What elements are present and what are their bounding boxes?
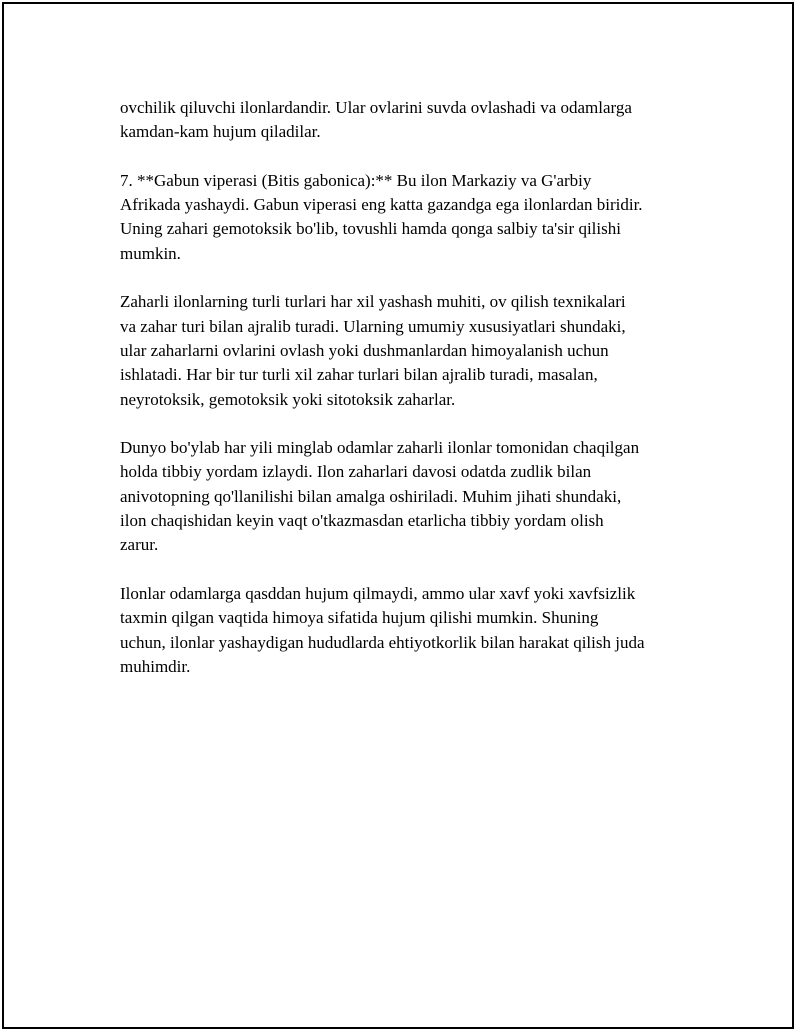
text-line: mumkin. bbox=[120, 243, 181, 263]
text-line: Uning zahari gemotoksik bo'lib, tovushli hamda qonga salbiy ta'sir qilishi bbox=[120, 219, 621, 239]
text-line: ishlatadi. Har bir tur turli xil zahar turlari bilan ajralib turadi, masalan, bbox=[120, 365, 598, 385]
paragraph-2 bbox=[120, 169, 710, 266]
text-line: va zahar turi bilan ajralib turadi. Ularning umumiy xususiyatlari shundaki, bbox=[120, 316, 626, 336]
text-line: Ilonlar odamlarga qasddan hujum qilmaydi, ammo ular xavf yoki xavfsizlik bbox=[120, 583, 636, 603]
paragraph-5 bbox=[120, 582, 710, 679]
text-line: ovchilik qiluvchi ilonlardandir. Ular ovlarini suvda ovlashadi va odamlarga bbox=[120, 98, 632, 117]
text-line: uchun, ilonlar yashaydigan hududlarda ehtiyotkorlik bilan harakat qilish juda bbox=[120, 632, 645, 652]
text-line: Zaharli ilonlarning turli turlari har xil yashash muhiti, ov qilish texnikalari bbox=[120, 292, 626, 312]
paragraph-3 bbox=[120, 290, 710, 411]
text-line: anivotopning qo'llanilishi bilan amalga oshiriladi. Muhim jihati shundaki, bbox=[120, 486, 622, 506]
text-line: neyrotoksik, gemotoksik yoki sitotoksik zaharlar. bbox=[120, 389, 456, 409]
text-line: ular zaharlarni ovlarini ovlash yoki dushmanlardan himoyalanish uchun bbox=[120, 340, 609, 360]
document-page bbox=[2, 2, 794, 1029]
paragraph-4 bbox=[120, 436, 710, 557]
text-line: taxmin qilgan vaqtida himoya sifatida hujum qilishi mumkin. Shuning bbox=[120, 608, 599, 628]
text-line: kamdan-kam hujum qiladilar. bbox=[120, 122, 321, 142]
text-line: ilon chaqishidan keyin vaqt o'tkazmasdan etarlicha tibbiy yordam olish bbox=[120, 511, 604, 531]
text-line: muhimdir. bbox=[120, 656, 191, 676]
text-line: holda tibbiy yordam izlaydi. Ilon zaharlari davosi odatda zudlik bilan bbox=[120, 462, 592, 482]
text-line: zarur. bbox=[120, 535, 159, 555]
text-line: 7. **Gabun viperasi (Bitis gabonica):** Bu ilon Markaziy va G'arbiy bbox=[120, 170, 592, 190]
text-line: Dunyo bo'ylab har yili minglab odamlar zaharli ilonlar tomonidan chaqilgan bbox=[120, 438, 640, 458]
document-body bbox=[120, 96, 710, 703]
paragraph-1 bbox=[120, 96, 710, 145]
text-line: Afrikada yashaydi. Gabun viperasi eng katta gazandga ega ilonlardan biridir. bbox=[120, 195, 643, 215]
